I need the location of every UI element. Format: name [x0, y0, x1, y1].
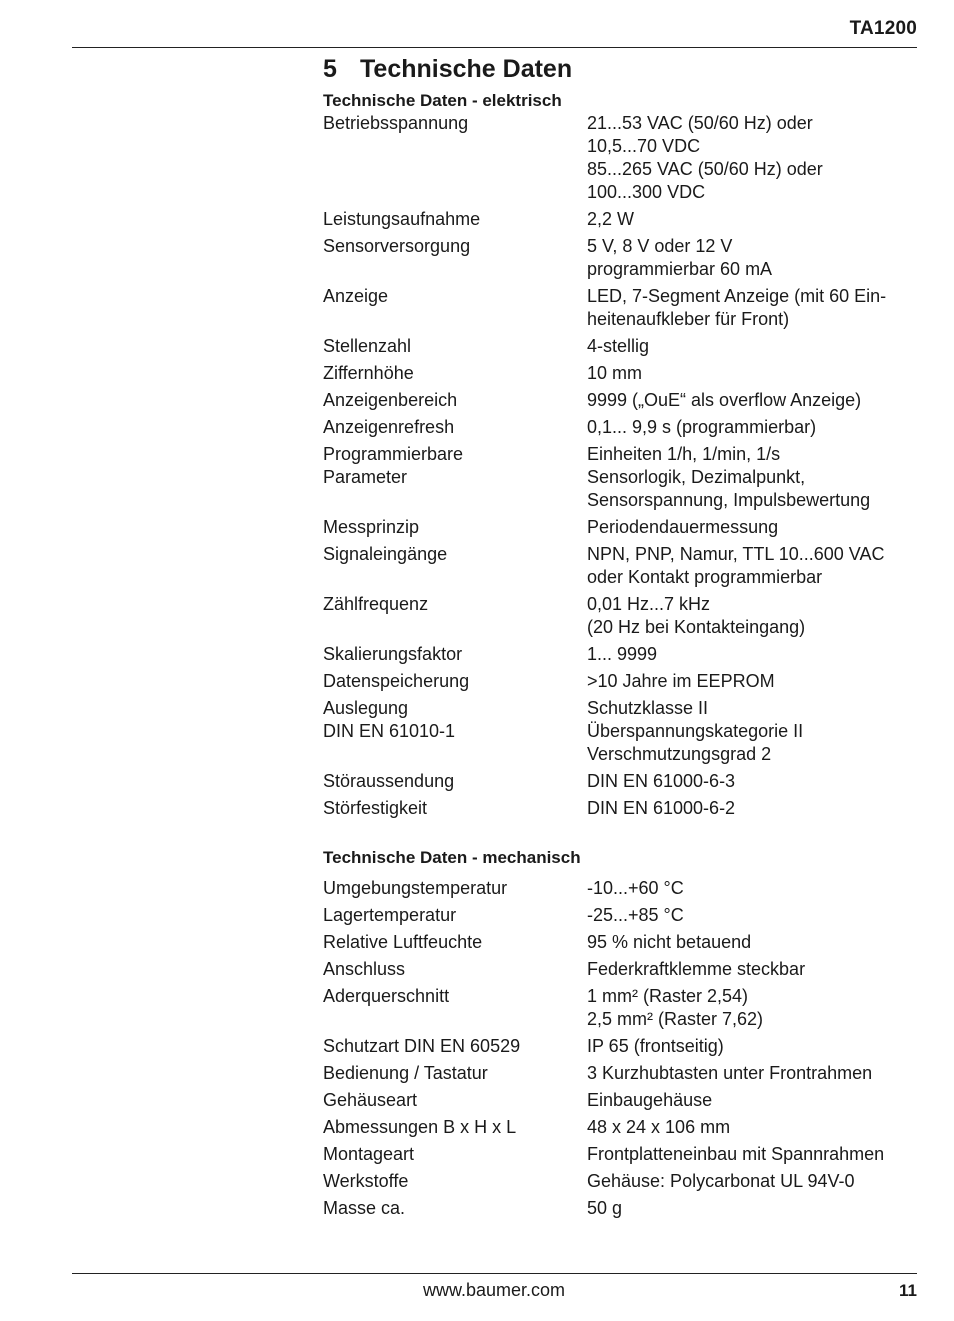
- spec-row: [323, 931, 923, 954]
- spec-label: Datenspeicherung: [323, 671, 470, 691]
- spec-row: [323, 1035, 923, 1058]
- spec-value: 9999 („OuE“ als overflow Anzeige): [587, 390, 862, 410]
- spec-value: 5 V, 8 V oder 12 V programmierbar 60 mA: [587, 236, 773, 279]
- spec-value: Einbaugehäuse: [587, 1090, 713, 1110]
- spec-value: 2,2 W: [587, 209, 635, 229]
- spec-value: Federkraftklemme steckbar: [587, 959, 806, 979]
- spec-label: Masse ca.: [323, 1198, 406, 1218]
- page-content: [323, 52, 923, 1224]
- chapter-heading: [323, 52, 923, 86]
- spec-label: Störfestigkeit: [323, 798, 428, 818]
- footer-url: www.baumer.com: [422, 1280, 566, 1300]
- spec-label: Werkstoffe: [323, 1171, 409, 1191]
- spec-label: Signaleingänge: [323, 544, 448, 564]
- spec-label: Messprinzip: [323, 517, 420, 537]
- spec-value: 95 % nicht betauend: [587, 932, 752, 952]
- spec-label: Umgebungstemperatur: [323, 878, 508, 898]
- spec-label: Bedienung / Tastatur: [323, 1063, 488, 1083]
- spec-label: Stellenzahl: [323, 336, 412, 356]
- spec-value: 0,01 Hz...7 kHz (20 Hz bei Kontakteingang): [587, 594, 806, 637]
- spec-row: [323, 797, 923, 820]
- spec-row: [323, 958, 923, 981]
- spec-label: Anschluss: [323, 959, 406, 979]
- spec-label: Abmessungen B x H x L: [323, 1117, 517, 1137]
- spec-row: [323, 443, 923, 512]
- spec-value: 1 mm² (Raster 2,54) 2,5 mm² (Raster 7,62): [587, 986, 764, 1029]
- spec-value: Frontplatteneinbau mit Spannrahmen: [587, 1144, 885, 1164]
- spec-row: [323, 985, 923, 1031]
- spec-row: [323, 285, 923, 331]
- spec-row: [323, 416, 923, 439]
- spec-row: [323, 770, 923, 793]
- spec-value: 4-stellig: [587, 336, 650, 356]
- spec-row: [323, 1197, 923, 1220]
- spec-row: [323, 543, 923, 589]
- spec-value: DIN EN 61000-6-3: [587, 771, 736, 791]
- spec-value: 1... 9999: [587, 644, 658, 664]
- spec-label: Aderquerschnitt: [323, 986, 450, 1006]
- spec-label: Sensorversorgung: [323, 236, 471, 256]
- spec-label: Programmierbare Parameter: [323, 444, 464, 487]
- spec-label: Relative Luftfeuchte: [323, 932, 483, 952]
- spec-table: [323, 877, 923, 1220]
- page-number: 11: [899, 1281, 917, 1300]
- spec-value: 21...53 VAC (50/60 Hz) oder 10,5...70 VDC 85...265 VAC (50/60 Hz) oder 100...300 VDC: [587, 113, 823, 202]
- spec-row: [323, 516, 923, 539]
- spec-row: [323, 1089, 923, 1112]
- spec-row: [323, 389, 923, 412]
- spec-label: Betriebsspannung: [323, 113, 469, 133]
- spec-value: 48 x 24 x 106 mm: [587, 1117, 731, 1137]
- spec-label: Störaussendung: [323, 771, 455, 791]
- spec-row: [323, 1116, 923, 1139]
- header-rule: [72, 47, 917, 48]
- spec-row: [323, 362, 923, 385]
- spec-value: IP 65 (frontseitig): [587, 1036, 724, 1056]
- document-id: TA1200: [849, 18, 917, 39]
- chapter-title: Technische Daten: [360, 55, 573, 83]
- section-title: Technische Daten - elektrisch: [323, 91, 562, 110]
- spec-row: [323, 1170, 923, 1193]
- spec-label: Anzeigenbereich: [323, 390, 458, 410]
- spec-row: [323, 643, 923, 666]
- spec-label: Schutzart DIN EN 60529: [323, 1036, 521, 1056]
- spec-row: [323, 904, 923, 927]
- spec-row: [323, 593, 923, 639]
- section-mechanical: [323, 846, 923, 1220]
- spec-value: Schutzklasse II Überspannungskategorie II Verschmutzungsgrad 2: [587, 698, 804, 764]
- footer-rule: [72, 1273, 917, 1274]
- spec-value: Periodendauermessung: [587, 517, 779, 537]
- spec-label: Anzeigenrefresh: [323, 417, 455, 437]
- spec-row: [323, 335, 923, 358]
- spec-label: Montageart: [323, 1144, 415, 1164]
- spec-label: Lagertemperatur: [323, 905, 457, 925]
- spec-value: 10 mm: [587, 363, 643, 383]
- spec-value: Einheiten 1/h, 1/min, 1/s Sensorlogik, Dezimalpunkt, Sensorspannung, Impulsbewertung: [587, 444, 871, 510]
- spec-value: NPN, PNP, Namur, TTL 10...600 VAC oder Kontakt programmierbar: [587, 544, 885, 587]
- spec-value: DIN EN 61000-6-2: [587, 798, 736, 818]
- spec-label: Gehäuseart: [323, 1090, 418, 1110]
- spec-row: [323, 1143, 923, 1166]
- spec-value: >10 Jahre im EEPROM: [587, 671, 775, 691]
- spec-value: 0,1... 9,9 s (programmierbar): [587, 417, 817, 437]
- spec-row: [323, 112, 923, 204]
- spec-label: Auslegung DIN EN 61010-1: [323, 698, 456, 741]
- section-electrical: [323, 89, 923, 820]
- spec-value: -10...+60 °C: [587, 878, 684, 898]
- spec-value: LED, 7-Segment Anzeige (mit 60 Ein- heitenaufkleber für Front): [587, 286, 887, 329]
- spec-row: [323, 670, 923, 693]
- spec-row: [323, 1062, 923, 1085]
- section-title: Technische Daten - mechanisch: [323, 848, 581, 867]
- spec-row: [323, 697, 923, 766]
- spec-value: Gehäuse: Polycarbonat UL 94V-0: [587, 1171, 855, 1191]
- spec-value: 3 Kurzhubtasten unter Frontrahmen: [587, 1063, 873, 1083]
- spec-row: [323, 877, 923, 900]
- spec-label: Ziffernhöhe: [323, 363, 414, 383]
- spec-value: 50 g: [587, 1198, 623, 1218]
- spec-label: Zählfrequenz: [323, 594, 429, 614]
- spec-label: Leistungsaufnahme: [323, 209, 481, 229]
- spec-row: [323, 208, 923, 231]
- chapter-number: 5: [323, 55, 337, 83]
- spec-label: Anzeige: [323, 286, 389, 306]
- spec-label: Skalierungsfaktor: [323, 644, 463, 664]
- spec-table: [323, 112, 923, 820]
- spec-row: [323, 235, 923, 281]
- spec-value: -25...+85 °C: [587, 905, 684, 925]
